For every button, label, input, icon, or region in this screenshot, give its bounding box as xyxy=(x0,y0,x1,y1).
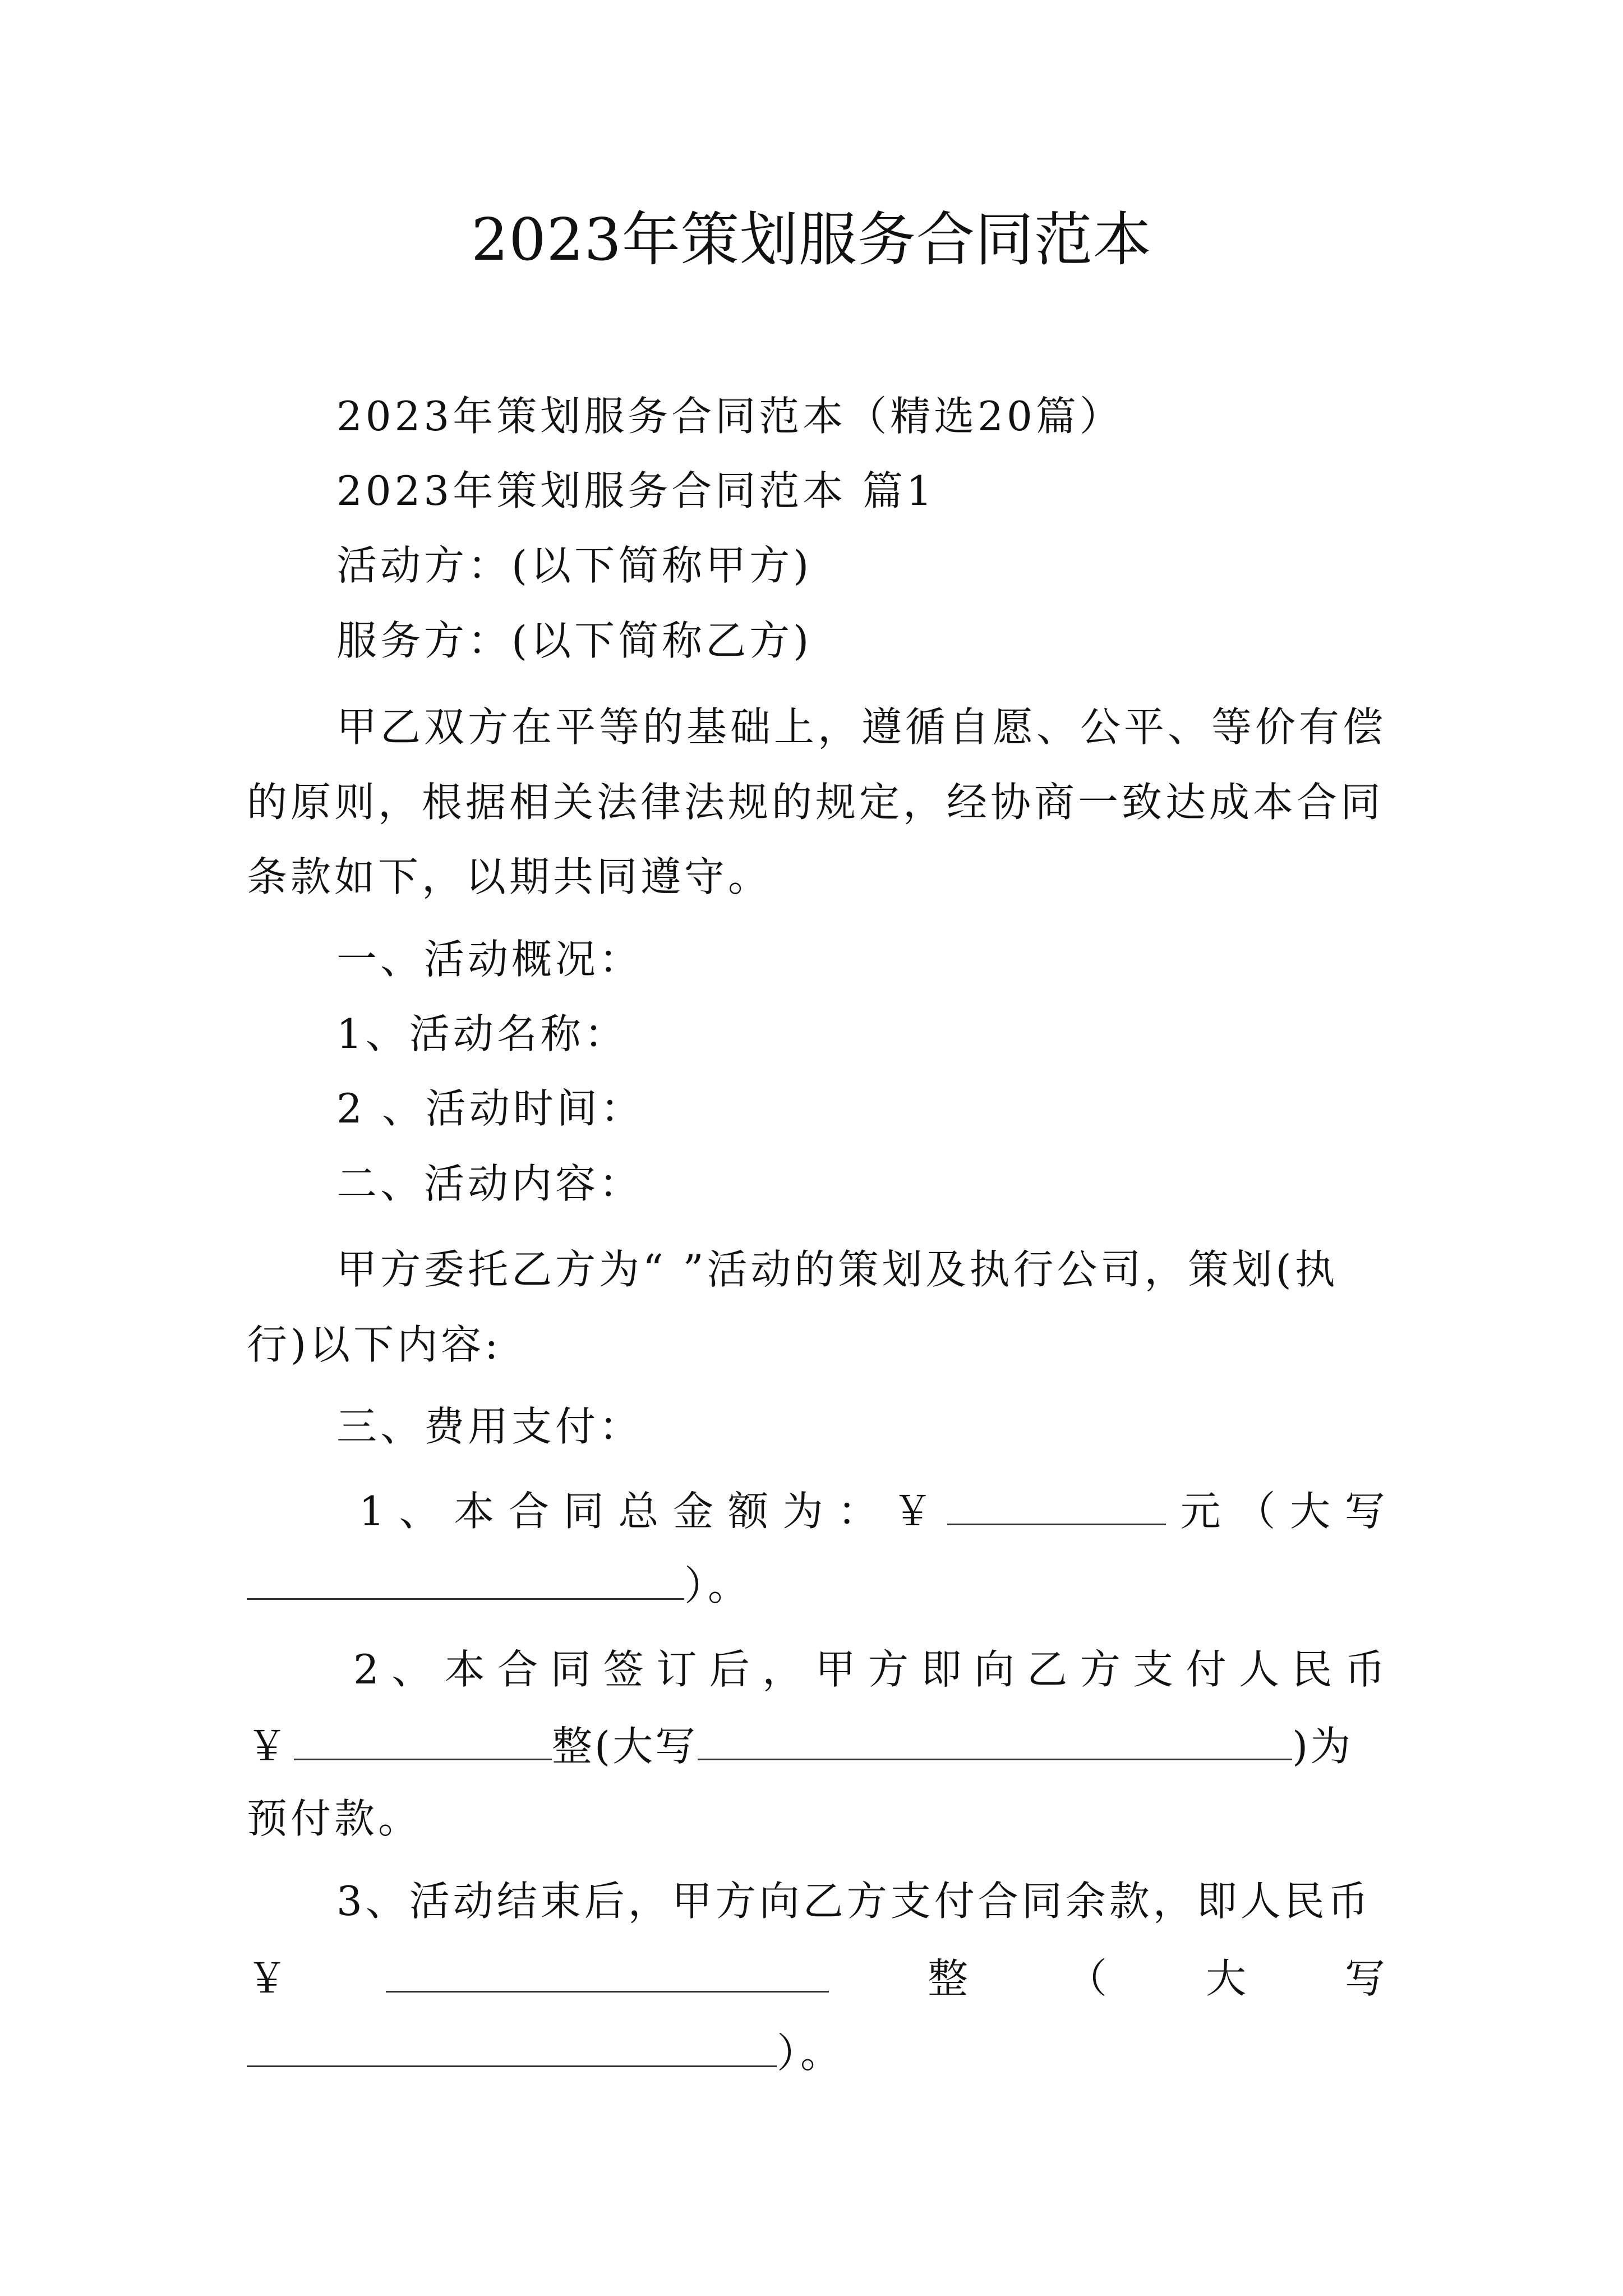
balance-amount-blank[interactable] xyxy=(386,1948,829,1993)
clause3-char: 大 xyxy=(1205,1955,1246,2002)
clause2-mid: 整(大写 xyxy=(552,1723,698,1770)
clause1-char: 、 xyxy=(399,1488,440,1535)
yen-sign: ￥ xyxy=(892,1488,933,1535)
clause2-char: 人 xyxy=(1238,1646,1279,1693)
clause2-line-3: 预付款。 xyxy=(247,1795,422,1842)
clause3-char: 写 xyxy=(1344,1955,1385,2002)
section1-heading: 一、活动概况： xyxy=(336,936,643,983)
preamble-line-2: 的原则，根据相关法律法规的规定，经协商一致达成本合同 xyxy=(247,779,1385,826)
clause2-close: )为 xyxy=(1292,1723,1353,1770)
section2-line-2: 行)以下内容: xyxy=(247,1321,502,1368)
advance-amount-blank[interactable] xyxy=(294,1716,552,1760)
section3-heading: 三、费用支付： xyxy=(336,1403,643,1450)
clause1-char: 同 xyxy=(563,1488,604,1535)
clause2-char: 付 xyxy=(1186,1646,1227,1693)
section2-line-1: 甲方委托乙方为“ ”活动的策划及执行公司，策划(执 xyxy=(336,1246,1339,1293)
clause2-line-2 xyxy=(247,1716,1385,1774)
clause1-char: （ xyxy=(1235,1488,1276,1535)
clause1-char: 为 xyxy=(782,1488,823,1535)
clause2-char: 方 xyxy=(1080,1646,1121,1693)
clause2-char: 支 xyxy=(1133,1646,1174,1693)
clause1-line-1 xyxy=(359,1481,1385,1539)
clause2-char: 方 xyxy=(868,1646,909,1693)
balance-words-blank[interactable] xyxy=(247,2023,777,2067)
clause2-char: 订 xyxy=(656,1646,697,1693)
clause3-line-2 xyxy=(247,1948,1385,2007)
clause3-line-1: 3、活动结束后，甲方向乙方支付合同余款，即人民币 xyxy=(336,1878,1372,1925)
clause1-char: 写 xyxy=(1344,1488,1385,1535)
clause1-char: 金 xyxy=(673,1488,714,1535)
article-heading: 2023年策划服务合同范本 篇1 xyxy=(336,467,935,514)
clause3-line-3 xyxy=(247,2023,1385,2081)
clause2-line-1 xyxy=(353,1641,1385,1697)
preamble-line-1: 甲乙双方在平等的基础上，遵循自愿、公平、等价有偿 xyxy=(336,703,1387,751)
clause2-char: 民 xyxy=(1292,1646,1332,1693)
clause2-char: 后 xyxy=(709,1646,750,1693)
clause2-char: 签 xyxy=(603,1646,644,1693)
clause3-close: ）。 xyxy=(777,2030,845,2077)
section1-item-time: 2 、活动时间： xyxy=(336,1085,644,1132)
advance-words-blank[interactable] xyxy=(698,1716,1292,1760)
clause2-char: 币 xyxy=(1344,1646,1385,1693)
party-b-line: 服务方：(以下简称乙方) xyxy=(336,617,813,664)
section1-item-name: 1、活动名称： xyxy=(336,1010,628,1057)
clause3-char: 整 xyxy=(927,1955,968,2002)
unit-label: 元 xyxy=(1180,1488,1221,1535)
section2-heading: 二、活动内容： xyxy=(336,1160,643,1207)
clause2-char: 向 xyxy=(974,1646,1015,1693)
clause2-char: 即 xyxy=(921,1646,962,1693)
yen-sign: ￥ xyxy=(247,1723,290,1770)
clause2-char: 、 xyxy=(391,1646,432,1693)
clause2-char: 2 xyxy=(353,1646,379,1693)
clause3-char: （ xyxy=(1066,1955,1107,2002)
party-a-line: 活动方：(以下简称甲方) xyxy=(336,542,813,589)
amount-blank[interactable] xyxy=(947,1481,1166,1525)
clause1-line-2 xyxy=(247,1556,1385,1614)
clause2-char: 乙 xyxy=(1027,1646,1068,1693)
document-title: 2023年策划服务合同范本 xyxy=(471,205,1152,274)
clause1-char: 额 xyxy=(727,1488,768,1535)
clause1-char: 总 xyxy=(618,1488,659,1535)
collection-heading: 2023年策划服务合同范本（精选20篇） xyxy=(336,393,1123,440)
clause1-char: 1 xyxy=(359,1488,385,1535)
clause1-char: 大 xyxy=(1290,1488,1331,1535)
clause2-char: 本 xyxy=(444,1646,485,1693)
amount-words-blank[interactable] xyxy=(247,1556,684,1600)
clause2-char: ， xyxy=(762,1646,803,1693)
clause2-char: 同 xyxy=(550,1646,591,1693)
clause1-char: 合 xyxy=(509,1488,550,1535)
clause1-close: ）。 xyxy=(684,1562,752,1609)
clause1-char: ： xyxy=(837,1488,878,1535)
preamble-line-3: 条款如下，以期共同遵守。 xyxy=(247,853,772,900)
clause1-char: 本 xyxy=(454,1488,495,1535)
clause2-char: 甲 xyxy=(815,1646,856,1693)
clause2-char: 合 xyxy=(497,1646,538,1693)
yen-sign: ￥ xyxy=(247,1955,288,2002)
